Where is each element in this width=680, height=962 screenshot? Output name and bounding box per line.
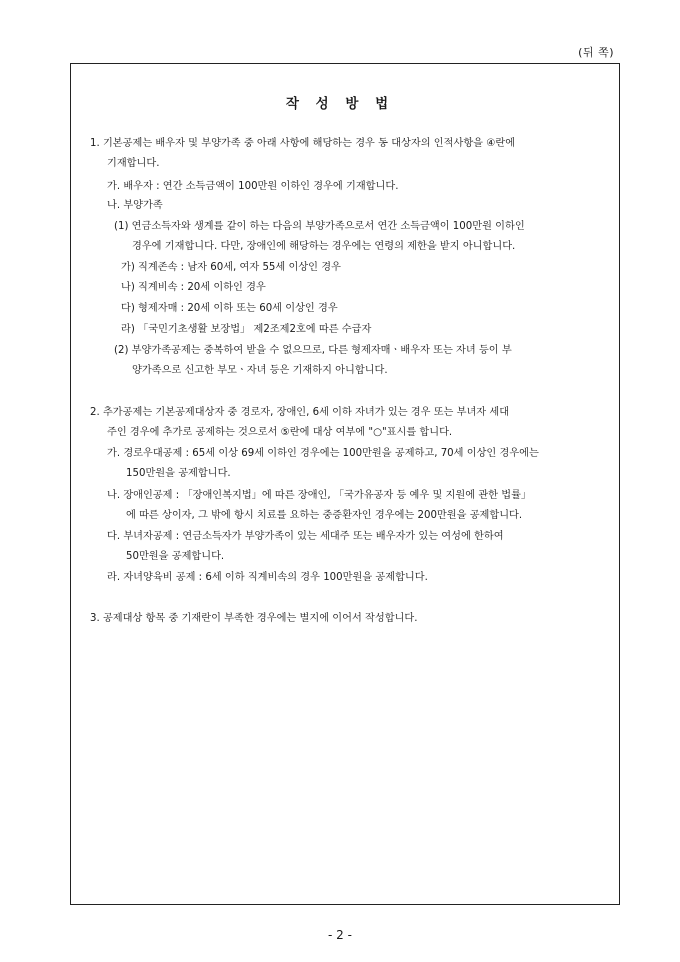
s1-item-ga: 가. 배우자 : 연간 소득금액이 100만원 이하인 경우에 기재합니다. — [107, 181, 399, 192]
s1-kin-item: 라) 「국민기초생활 보장법」 제2조제2호에 따른 수급자 — [121, 324, 372, 335]
page-side-label: (뒤 쪽) — [578, 46, 614, 59]
page-number: - 2 - — [328, 928, 352, 942]
s2-item-ga-line2: 150만원을 공제합니다. — [126, 468, 231, 479]
s1-kin-item: 나) 직계비속 : 20세 이하인 경우 — [121, 282, 266, 293]
s2-intro-line2: 주인 경우에 추가로 공제하는 것으로서 ⑤란에 대상 여부에 "○"표시를 합니다. — [107, 427, 453, 438]
s2-item-ra: 라. 자녀양육비 공제 : 6세 이하 직계비속의 경우 100만원을 공제합니다. — [107, 572, 428, 583]
s2-intro-line1: 2. 추가공제는 기본공제대상자 중 경로자, 장애인, 6세 이하 자녀가 있는 경우 또는 부녀자 세대 — [90, 407, 510, 418]
s1-sub2-line2: 양가족으로 신고한 부모ㆍ자녀 등은 기재하지 아니합니다. — [132, 365, 388, 376]
s1-intro-line1: 1. 기본공제는 배우자 및 부양가족 중 아래 사항에 해당하는 경우 동 대상자의 인적사항을 ④란에 — [90, 138, 516, 149]
s2-item-da-line2: 50만원을 공제합니다. — [126, 551, 225, 562]
s2-item-ga-line1: 가. 경로우대공제 : 65세 이상 69세 이하인 경우에는 100만원을 공제하고, 70세 이상인 경우에는 — [107, 448, 539, 459]
s1-item-na: 나. 부양가족 — [107, 200, 163, 211]
s2-item-na-line2: 에 따른 상이자, 그 밖에 항시 치료를 요하는 중증환자인 경우에는 200만원을 공제합니다. — [126, 510, 523, 521]
s1-kin-item: 가) 직계존속 : 남자 60세, 여자 55세 이상인 경우 — [121, 262, 341, 273]
s2-item-na-line1: 나. 장애인공제 : 「장애인복지법」에 따른 장애인, 「국가유공자 등 예우 및 지원에 관한 법률」 — [107, 490, 532, 501]
s1-intro-line2: 기재합니다. — [107, 158, 160, 169]
s2-item-da-line1: 다. 부녀자공제 : 연금소득자가 부양가족이 있는 세대주 또는 배우자가 있는 여성에 한하여 — [107, 531, 504, 542]
s1-kin-item: 다) 형제자매 : 20세 이하 또는 60세 이상인 경우 — [121, 303, 338, 314]
s1-sub1-line2: 경우에 기재합니다. 다만, 장애인에 해당하는 경우에는 연령의 제한을 받지 아니합니다. — [132, 241, 516, 252]
s3-line: 3. 공제대상 항목 중 기재란이 부족한 경우에는 별지에 이어서 작성합니다. — [90, 613, 418, 624]
s1-sub2-line1: (2) 부양가족공제는 중복하여 받을 수 없으므로, 다른 형제자매ㆍ배우자 또는 자녀 등이 부 — [114, 345, 512, 356]
page-title: 작 성 방 법 — [285, 96, 395, 112]
s1-sub1-line1: (1) 연금소득자와 생계를 같이 하는 다음의 부양가족으로서 연간 소득금액이 100만원 이하인 — [114, 221, 525, 232]
